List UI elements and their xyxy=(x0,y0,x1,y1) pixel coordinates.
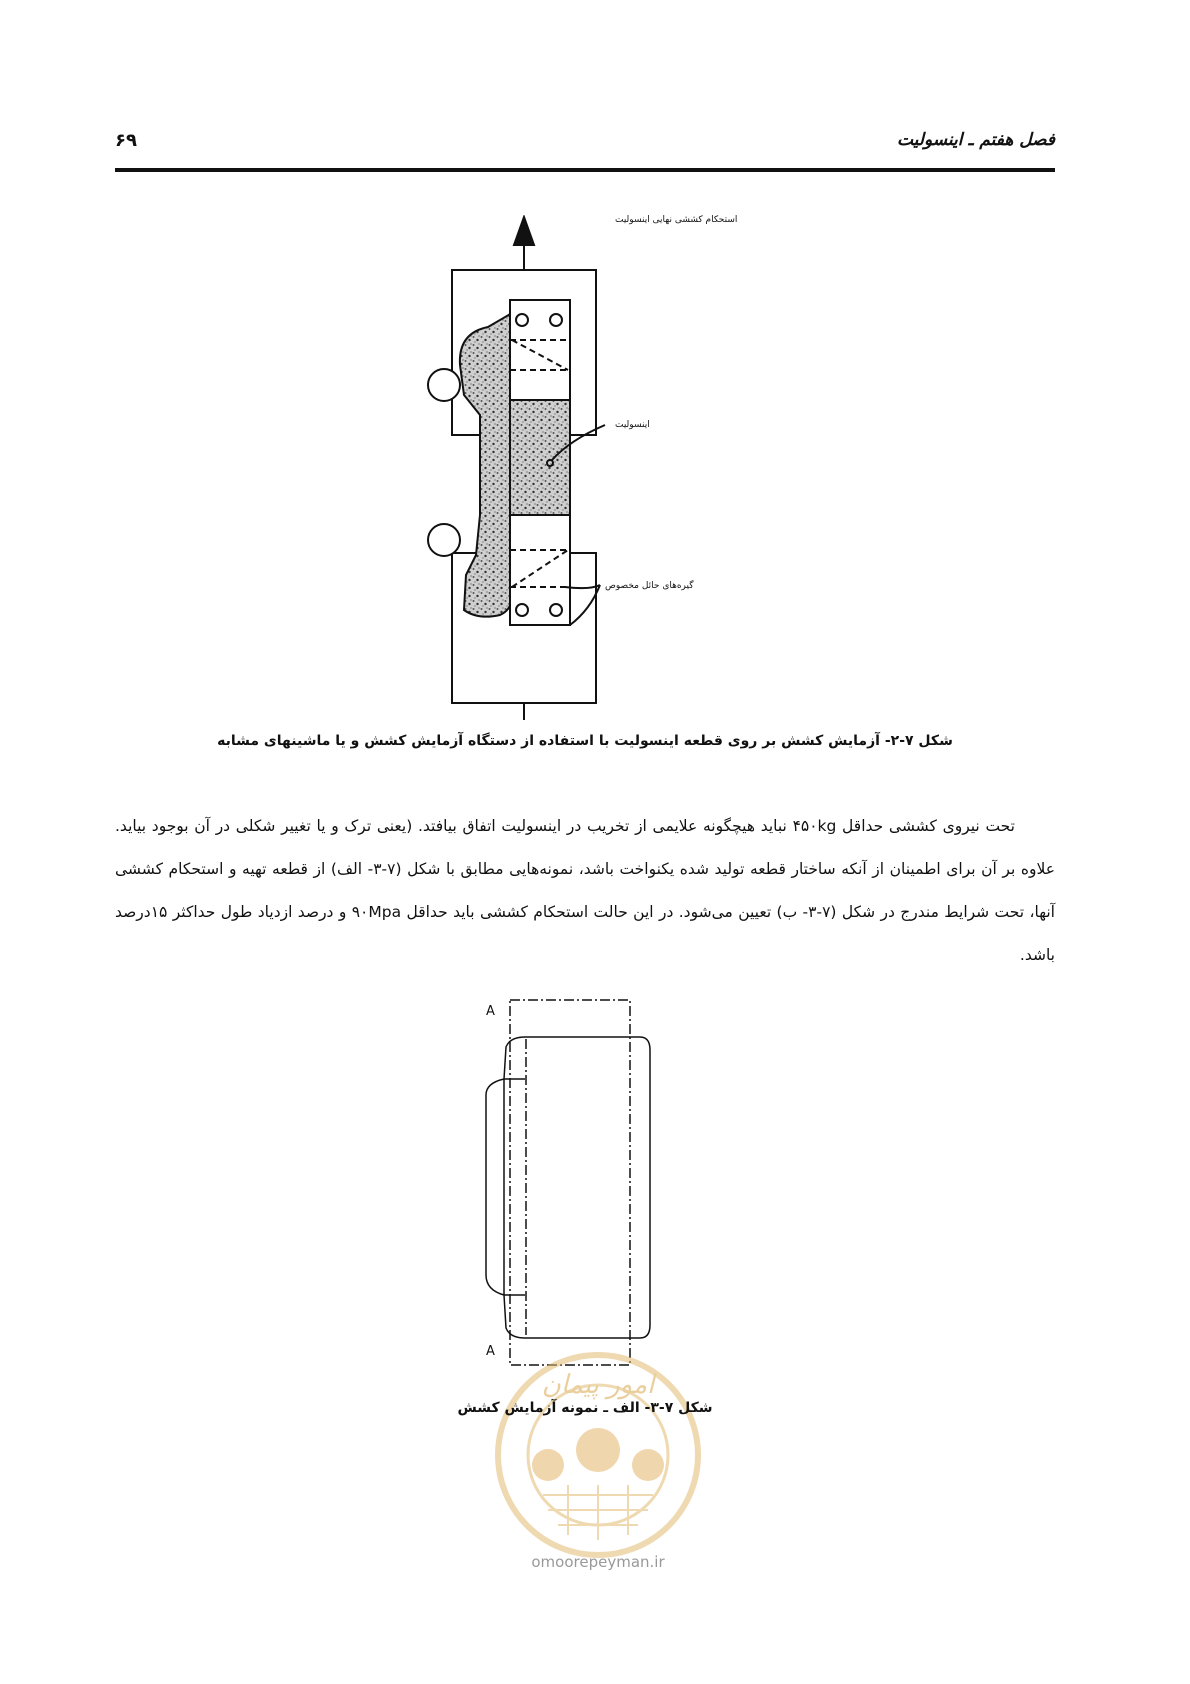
chapter-title: فصل هفتم ـ اینسولیت xyxy=(896,130,1055,150)
figure1-caption: شکل ۷-۲- آزمایش کشش بر روی قطعه اینسولیت با استفاده از دستگاه آزمایش کشش و یا ماشینهای مشابه xyxy=(217,733,953,749)
label-ultimate-strength: استحکام کششی نهایی اینسولیت xyxy=(615,215,738,225)
tensile-specimen-figure xyxy=(480,995,660,1380)
section-mark-top: A xyxy=(486,1004,495,1019)
tensile-test-figure xyxy=(400,215,740,725)
watermark-seal-icon xyxy=(488,1345,708,1565)
label-insulite: اینسولیت xyxy=(615,420,650,430)
watermark-text: omoorepeyman.ir xyxy=(531,1553,665,1571)
seal-text: امور پیمان xyxy=(541,1370,655,1400)
figure2-caption: شکل ۷-۳- الف ـ نمونه آزمایش کشش xyxy=(457,1400,713,1416)
page-header xyxy=(115,128,1055,168)
section-mark-bottom: A xyxy=(486,1344,495,1359)
paragraph-text: تحت نیروی کششی حداقل ۴۵۰kg نباید هیچگونه علایمی از تخریب در اینسولیت اتفاق بیافتد. (یعنی ترک و یا تغییر شکلی در آن بوجود بیاید. علاوه بر آن برای اطمینان از آنکه ساختار قطعه تولید شده یکنواخت باشد، نمونه‌هایی مطابق با شکل (۷-۳- الف) از قطعه تهیه و استحکام کششی آنها، تحت شرایط مندرج در شکل (۷-۳- ب) تعیین می‌شود. در این حالت استحکام کششی باید حداقل ۹۰Mpa و درصد ازدیاد طول حداکثر ۱۵درصد باشد. xyxy=(115,817,1055,964)
header-rule xyxy=(115,168,1055,172)
page-number: ۶۹ xyxy=(115,130,137,151)
body-paragraph xyxy=(115,805,1055,977)
label-special-grips: گیره‌های حائل مخصوص xyxy=(605,581,694,591)
